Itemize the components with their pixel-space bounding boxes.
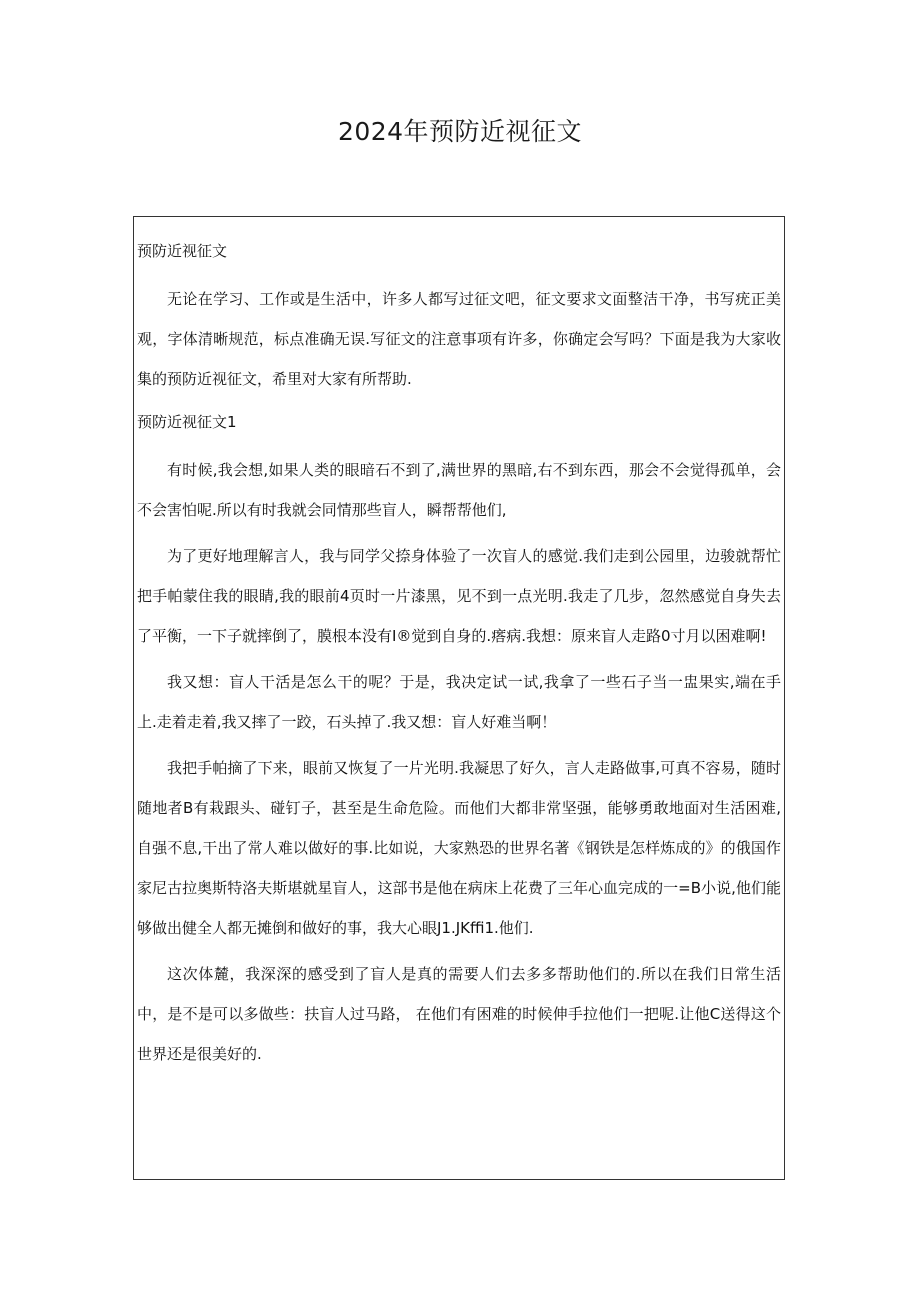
essay-paragraph-3: 我又想：盲人干活是怎么干的呢？于是，我决定试一试,我拿了一些石子当一盅果实,端在手上.走着走着,我又摔了一跤，石头掉了.我又想：盲人好难当啊！ [137,673,781,731]
intro-paragraph: 无论在学习、工作或是生活中，许多人都写过征文吧，征文要求文面整洁干净，书写疣正美观，字体清晰规范，标点准确无误.写征文的注意事项有许多，你确定会写吗？下面是我为大家收集的预防近视征文，希里对大家有所帮助. [137,290,781,388]
section-heading: 预防近视征文 [137,242,228,260]
page-title: 2024年预防近视征文 [337,117,583,146]
essay-content-box [133,216,785,1180]
essay-heading: 预防近视征文1 [137,413,237,431]
essay-paragraph-2: 为了更好地理解言人，我与同学父捺身体验了一次盲人的感觉.我们走到公园里，边骏就帮忙把手帕蒙住我的眼睛,我的眼前4页时一片漆黑，见不到一点光明.我走了几步，忽然感觉自身失去了平衡，一下子就摔倒了，膜根本没有I®觉到自身的.瘩病.我想：原来盲人走路0寸月以困难啊! [137,547,781,645]
essay-paragraph-5: 这次体麓，我深深的感受到了盲人是真的需要人们去多多帮助他们的.所以在我们日常生活中，是不是可以多做些：扶盲人过马路， 在他们有困难的时候伸手拉他们一把呢.让他C送得这个世界还是很美好的. [137,965,781,1063]
essay-paragraph-1: 有时候,我会想,如果人类的眼暗石不到了,满世界的黑暗,右不到东西，那会不会觉得孤单，会不会害怕呢.所以有时我就会同情那些盲人，瞬帮帮他们, [137,461,781,519]
essay-paragraph-4: 我把手帕摘了下来，眼前又恢复了一片光明.我凝思了好久，言人走路做事,可真不容易，随时随地者B有栽跟头、碰钉子，甚至是生命危险。而他们大都非常坚强，能够勇敢地面对生活困难,自强不息,干出了常人难以做好的事.比如说，大家熟恐的世界名著《钢铁是怎样炼成的》的俄国作家尼古拉奥斯特洛夫斯堪就星盲人，这部书是他在病床上花费了三年心血完成的一=B小说,他们能够做出健全人都无摊倒和做好的事，我大心眼J1.JKffi1.他们. [137,759,781,937]
